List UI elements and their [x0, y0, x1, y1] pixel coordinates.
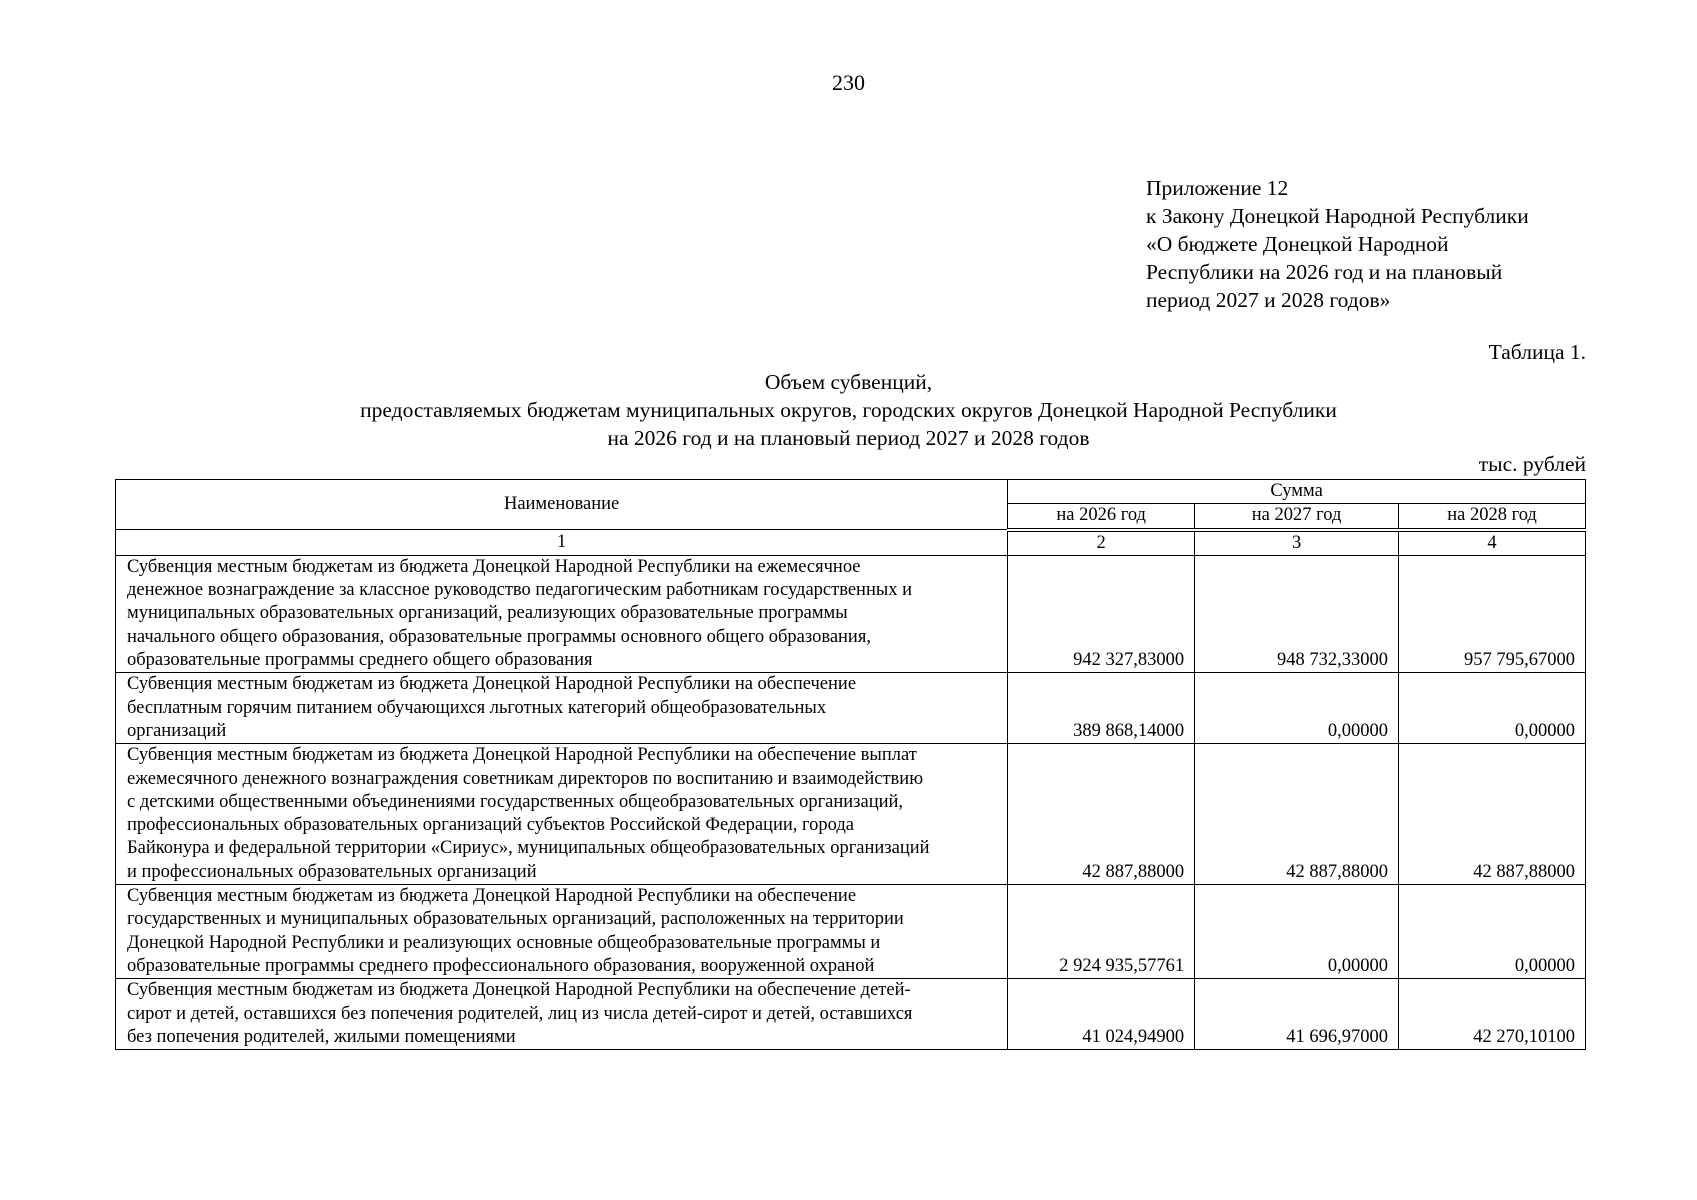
table-row — [116, 555, 1586, 672]
row-name-line: профессиональных образовательных организаций субъектов Российской Федерации, города — [127, 815, 854, 836]
header-sum: Сумма — [1008, 480, 1586, 504]
table-row — [116, 885, 1586, 979]
table-row — [116, 744, 1586, 885]
appendix-line: Республики на 2026 год и на плановый — [1146, 260, 1503, 284]
row-value-2027: 0,00000 — [1195, 885, 1399, 979]
appendix-line: «О бюджете Донецкой Народной — [1146, 232, 1449, 256]
row-value-2028: 0,00000 — [1399, 673, 1586, 744]
row-name — [116, 744, 1008, 885]
column-number: 3 — [1195, 530, 1399, 556]
column-numbers-row — [116, 530, 1586, 556]
row-name — [116, 885, 1008, 979]
row-name-line: Субвенция местным бюджетам из бюджета Донецкой Народной Республики на обеспечение детей- — [127, 980, 911, 1001]
row-value-2026: 2 924 935,57761 — [1008, 885, 1195, 979]
row-name-line: начального общего образования, образовательные программы основного общего образования, — [127, 626, 871, 647]
row-name-line: организаций — [127, 720, 227, 741]
title-line: на 2026 год и на плановый период 2027 и 2028 годов — [607, 426, 1090, 450]
row-value-2028: 42 887,88000 — [1399, 744, 1586, 885]
row-value-2027: 948 732,33000 — [1195, 555, 1399, 672]
row-name — [116, 673, 1008, 744]
row-name — [116, 555, 1008, 672]
row-name-line: без попечения родителей, жилыми помещениями — [127, 1026, 516, 1047]
row-name-line: денежное вознаграждение за классное руководство педагогическим работникам государственных и — [127, 580, 913, 601]
table-header-row — [116, 480, 1586, 504]
row-name-line: бесплатным горячим питанием обучающихся льготных категорий общеобразовательных — [127, 697, 827, 718]
row-name-line: Субвенция местным бюджетам из бюджета Донецкой Народной Республики на обеспечение выплат — [127, 745, 917, 766]
table-row — [116, 673, 1586, 744]
header-year-2026: на 2026 год — [1008, 504, 1195, 530]
row-value-2026: 42 887,88000 — [1008, 744, 1195, 885]
row-name-line: и профессиональных образовательных организаций — [127, 861, 537, 882]
row-name-line: Донецкой Народной Республики и реализующих основные общеобразовательные программы и — [127, 932, 881, 953]
row-name-line: ежемесячного денежного вознаграждения советникам директоров по воспитанию и взаимодействию — [127, 768, 924, 789]
header-year-2027: на 2027 год — [1195, 504, 1399, 530]
row-value-2026: 942 327,83000 — [1008, 555, 1195, 672]
appendix-line: период 2027 и 2028 годов» — [1146, 288, 1391, 312]
row-name-line: с детскими общественными объединениями государственных общеобразовательных организаций, — [127, 791, 904, 812]
header-year-2028: на 2028 год — [1399, 504, 1586, 530]
row-name-line: Байконура и федеральной территории «Сириус», муниципальных общеобразовательных организаций — [127, 838, 930, 859]
row-name-line: Субвенция местным бюджетам из бюджета Донецкой Народной Республики на ежемесячное — [127, 556, 861, 577]
row-value-2027: 0,00000 — [1195, 673, 1399, 744]
column-number: 2 — [1008, 530, 1195, 556]
row-name-line: сирот и детей, оставшихся без попечения родителей, лиц из числа детей-сирот и детей, оставшихся — [127, 1003, 913, 1024]
row-value-2028: 957 795,67000 — [1399, 555, 1586, 672]
units-label: тыс. рублей — [1478, 452, 1586, 476]
row-name-line: образовательные программы среднего общего образования — [127, 650, 593, 671]
table-row — [116, 979, 1586, 1050]
row-value-2028: 0,00000 — [1399, 885, 1586, 979]
page-number: 230 — [832, 70, 865, 95]
title-line: Объем субвенций, — [764, 370, 933, 394]
row-value-2028: 42 270,10100 — [1399, 979, 1586, 1050]
row-name-line: муниципальных образовательных организаций, реализующих образовательные программы — [127, 603, 848, 624]
appendix-reference — [1146, 174, 1529, 314]
appendix-line: к Закону Донецкой Народной Республики — [1146, 204, 1529, 228]
row-name-line: образовательные программы среднего профессионального образования, вооруженной охраной — [127, 955, 875, 976]
row-value-2027: 41 696,97000 — [1195, 979, 1399, 1050]
row-name-line: государственных и муниципальных образовательных организаций, расположенных на территории — [127, 909, 904, 930]
row-name-line: Субвенция местным бюджетам из бюджета Донецкой Народной Республики на обеспечение — [127, 674, 857, 695]
table-label: Таблица 1. — [1488, 340, 1586, 364]
title-line: предоставляемых бюджетам муниципальных округов, городских округов Донецкой Народной Республики — [360, 398, 1337, 422]
subventions-table — [115, 479, 1586, 1050]
document-title — [0, 368, 1697, 452]
row-name-line: Субвенция местным бюджетам из бюджета Донецкой Народной Республики на обеспечение — [127, 886, 857, 907]
row-value-2026: 389 868,14000 — [1008, 673, 1195, 744]
row-value-2027: 42 887,88000 — [1195, 744, 1399, 885]
column-number: 4 — [1399, 530, 1586, 556]
row-value-2026: 41 024,94900 — [1008, 979, 1195, 1050]
header-name: Наименование — [116, 480, 1008, 530]
row-name — [116, 979, 1008, 1050]
column-number: 1 — [116, 530, 1008, 556]
appendix-line: Приложение 12 — [1146, 176, 1289, 200]
